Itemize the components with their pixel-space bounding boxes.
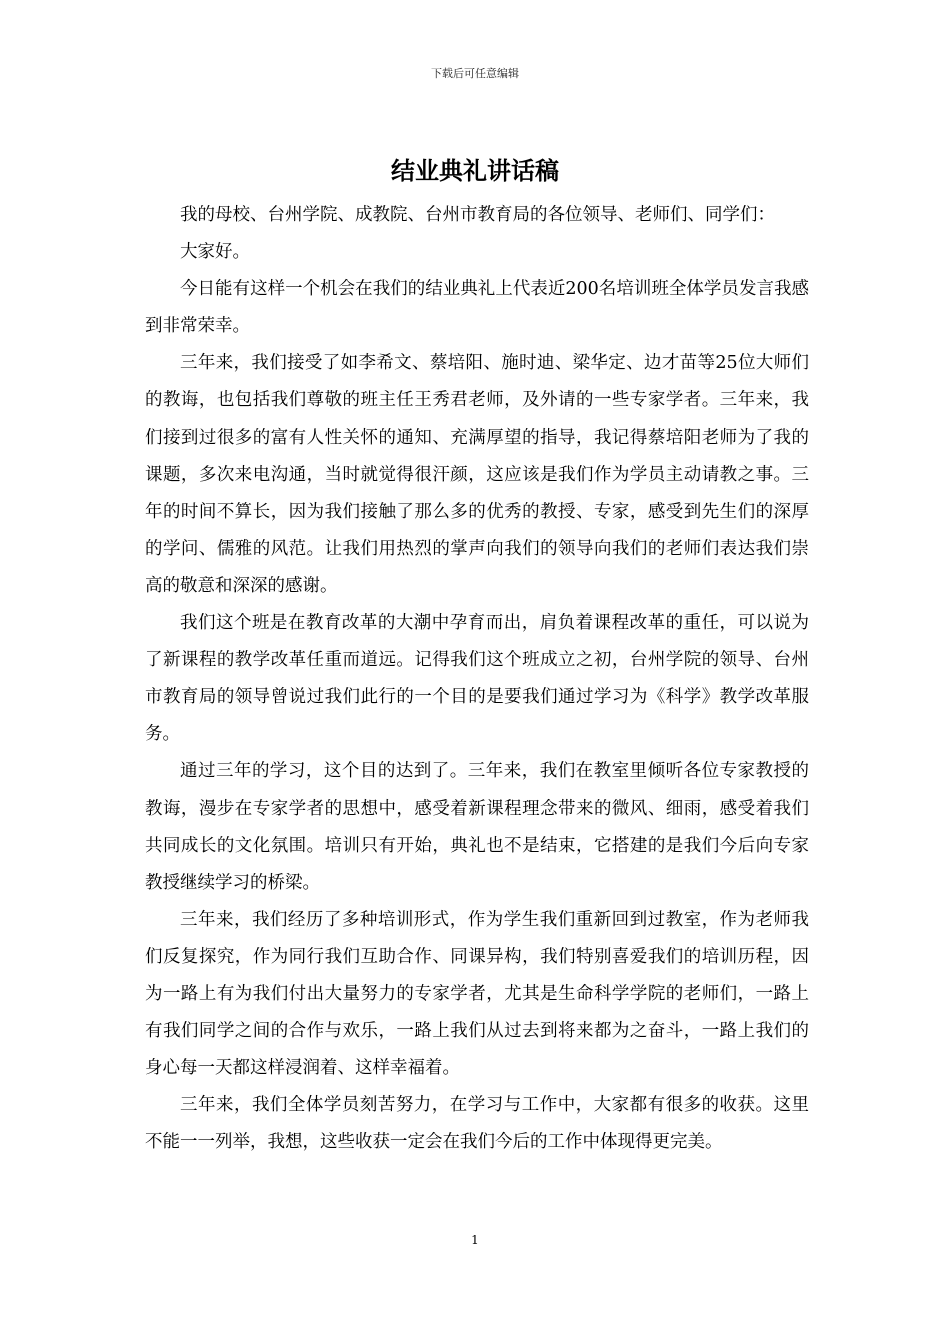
page-number: 1 [471, 1233, 479, 1247]
paragraph: 今日能有这样一个机会在我们的结业典礼上代表近200名培训班全体学员发言我感到非常荣幸。 [145, 279, 809, 337]
paragraph-salutation: 我的母校、台州学院、成教院、台州市教育局的各位领导、老师们、同学们： [180, 205, 775, 225]
paragraph: 三年来，我们经历了多种培训形式，作为学生我们重新回到过教室，作为老师我们反复探究，作为同行我们互助合作、同课异构，我们特别喜爱我们的培训历程，因为一路上有为我们付出大量努力的专家学者，尤其是生命科学学院的老师们，一路上有我们同学之间的合作与欢乐，一路上我们从过去到将来都为之奋斗，一路上我们的身心每一天都这样浸润着、这样幸福着。 [145, 909, 809, 1079]
paragraph: 三年来，我们全体学员刻苦努力，在学习与工作中，大家都有很多的收获。这里不能一一列举，我想，这些收获一定会在我们今后的工作中体现得更完美。 [145, 1095, 809, 1153]
document-title: 结业典礼讲话稿 [391, 156, 559, 185]
paragraph: 三年来，我们接受了如李希文、蔡培阳、施时迪、梁华定、边才苗等25位大师们的教诲，也包括我们尊敬的班主任王秀君老师，及外请的一些专家学者。三年来，我们接到过很多的富有人性关怀的通知、充满厚望的指导，我记得蔡培阳老师为了我的课题，多次来电沟通，当时就觉得很汗颜，这应该是我们作为学员主动请教之事。三年的时间不算长，因为我们接触了那么多的优秀的教授、专家，感受到先生们的深厚的学问、儒雅的风范。让我们用热烈的掌声向我们的领导向我们的老师们表达我们崇高的敬意和深深的感谢。 [145, 353, 809, 596]
page-header-note: 下载后可任意编辑 [431, 67, 519, 80]
paragraph-greeting: 大家好。 [180, 242, 250, 263]
paragraph: 我们这个班是在教育改革的大潮中孕育而出，肩负着课程改革的重任，可以说为了新课程的教学改革任重而道远。记得我们这个班成立之初，台州学院的领导、台州市教育局的领导曾说过我们此行的一个目的是要我们通过学习为《科学》教学改革服务。 [145, 613, 809, 745]
paragraph: 通过三年的学习，这个目的达到了。三年来，我们在教室里倾听各位专家教授的教诲，漫步在专家学者的思想中，感受着新课程理念带来的微风、细雨，感受着我们共同成长的文化氛围。培训只有开始，典礼也不是结束，它搭建的是我们今后向专家教授继续学习的桥梁。 [145, 761, 809, 893]
document-body [145, 197, 809, 1161]
